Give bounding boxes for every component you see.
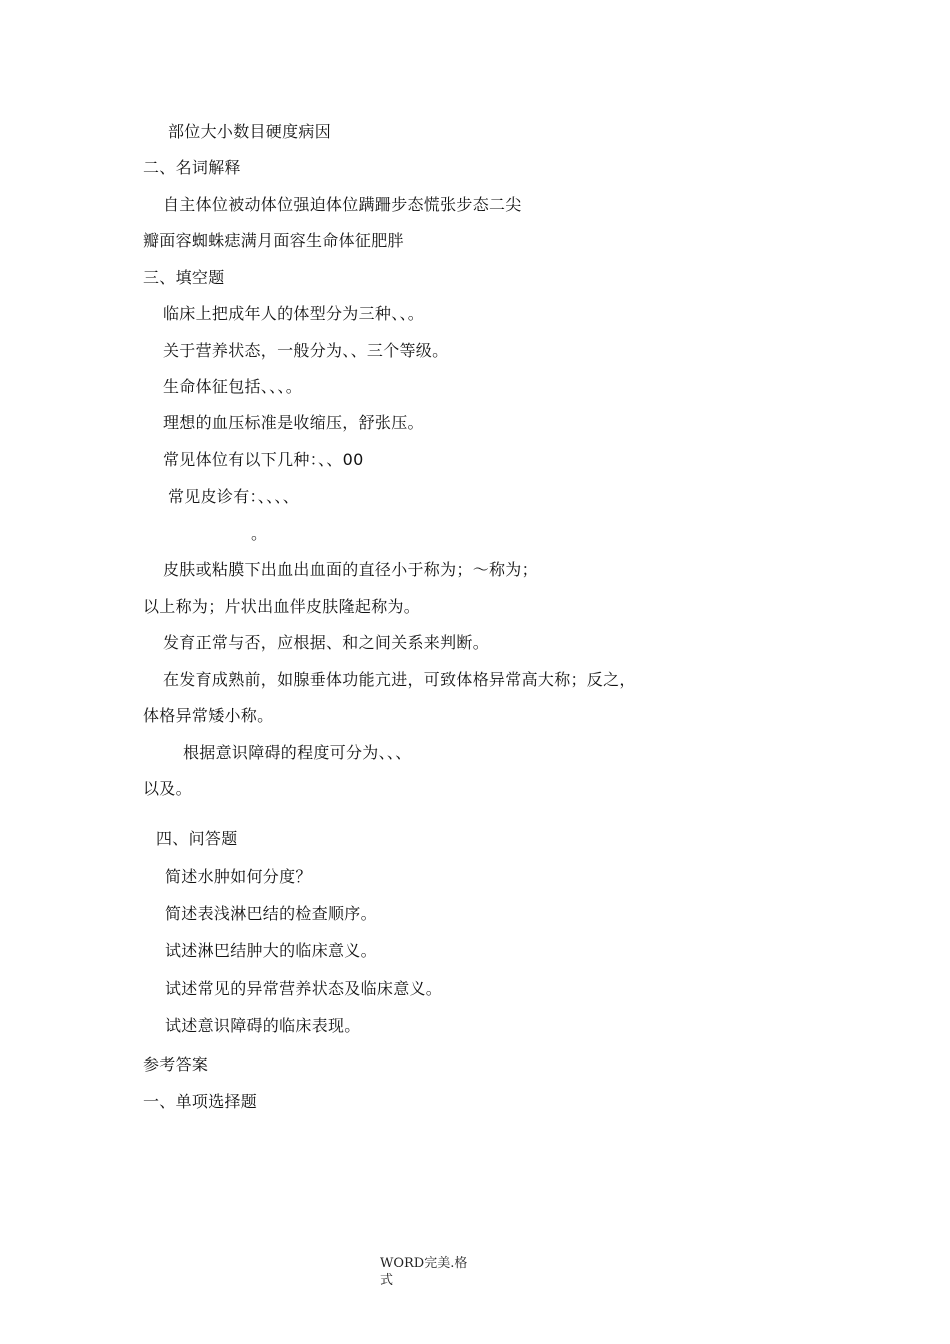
question-line: 试述常见的异常营养状态及临床意义。: [165, 979, 443, 998]
section-heading: 二、名词解释: [143, 158, 241, 177]
question-line: 简述水肿如何分度？: [165, 867, 312, 886]
question-line: 试述淋巴结肿大的临床意义。: [165, 941, 377, 960]
question-line: 以及。: [143, 779, 192, 798]
question-line: 皮肤或粘膜下出血出血面的直径小于称为；〜称为；: [163, 560, 538, 579]
question-line: 体格异常矮小称。: [143, 706, 274, 725]
question-line: 临床上把成年人的体型分为三种、、。: [163, 304, 425, 323]
section-heading: 四、问答题: [156, 829, 238, 848]
question-line: 理想的血压标准是收缩压，舒张压。: [163, 413, 424, 432]
question-line: 试述意识障碍的临床表现。: [165, 1016, 361, 1035]
question-line: 简述表浅淋巴结的检查顺序。: [165, 904, 377, 923]
question-line: 根据意识障碍的程度可分为、、、: [183, 743, 412, 762]
question-line: 常见体位有以下几种：、、00: [163, 450, 364, 469]
question-line: 关于营养状态，一般分为、、三个等级。: [163, 341, 449, 360]
question-line: 以上称为；片状出血伴皮肤隆起称为。: [143, 597, 421, 616]
text-line: 部位大小数目硬度病因: [168, 122, 332, 141]
section-heading: 一、单项选择题: [143, 1092, 258, 1111]
question-line: 。: [251, 524, 268, 543]
text-line: 自主体位被动体位强迫体位蹒跚步态慌张步态二尖: [163, 195, 522, 214]
question-line: 生命体征包括、、、。: [163, 377, 303, 396]
question-line: 在发育成熟前，如腺垂体功能亢进，可致体格异常高大称；反之，: [163, 670, 636, 689]
question-line: 常见皮诊有：、、、、: [168, 487, 300, 506]
text-line: 瓣面容蜘蛛痣满月面容生命体征肥胖: [143, 231, 404, 250]
question-line: 发育正常与否，应根据、和之间关系来判断。: [163, 633, 490, 652]
section-heading: 参考答案: [143, 1055, 209, 1074]
section-heading: 三、填空题: [143, 268, 225, 287]
page-footer: WORD完美.格式: [380, 1256, 468, 1288]
